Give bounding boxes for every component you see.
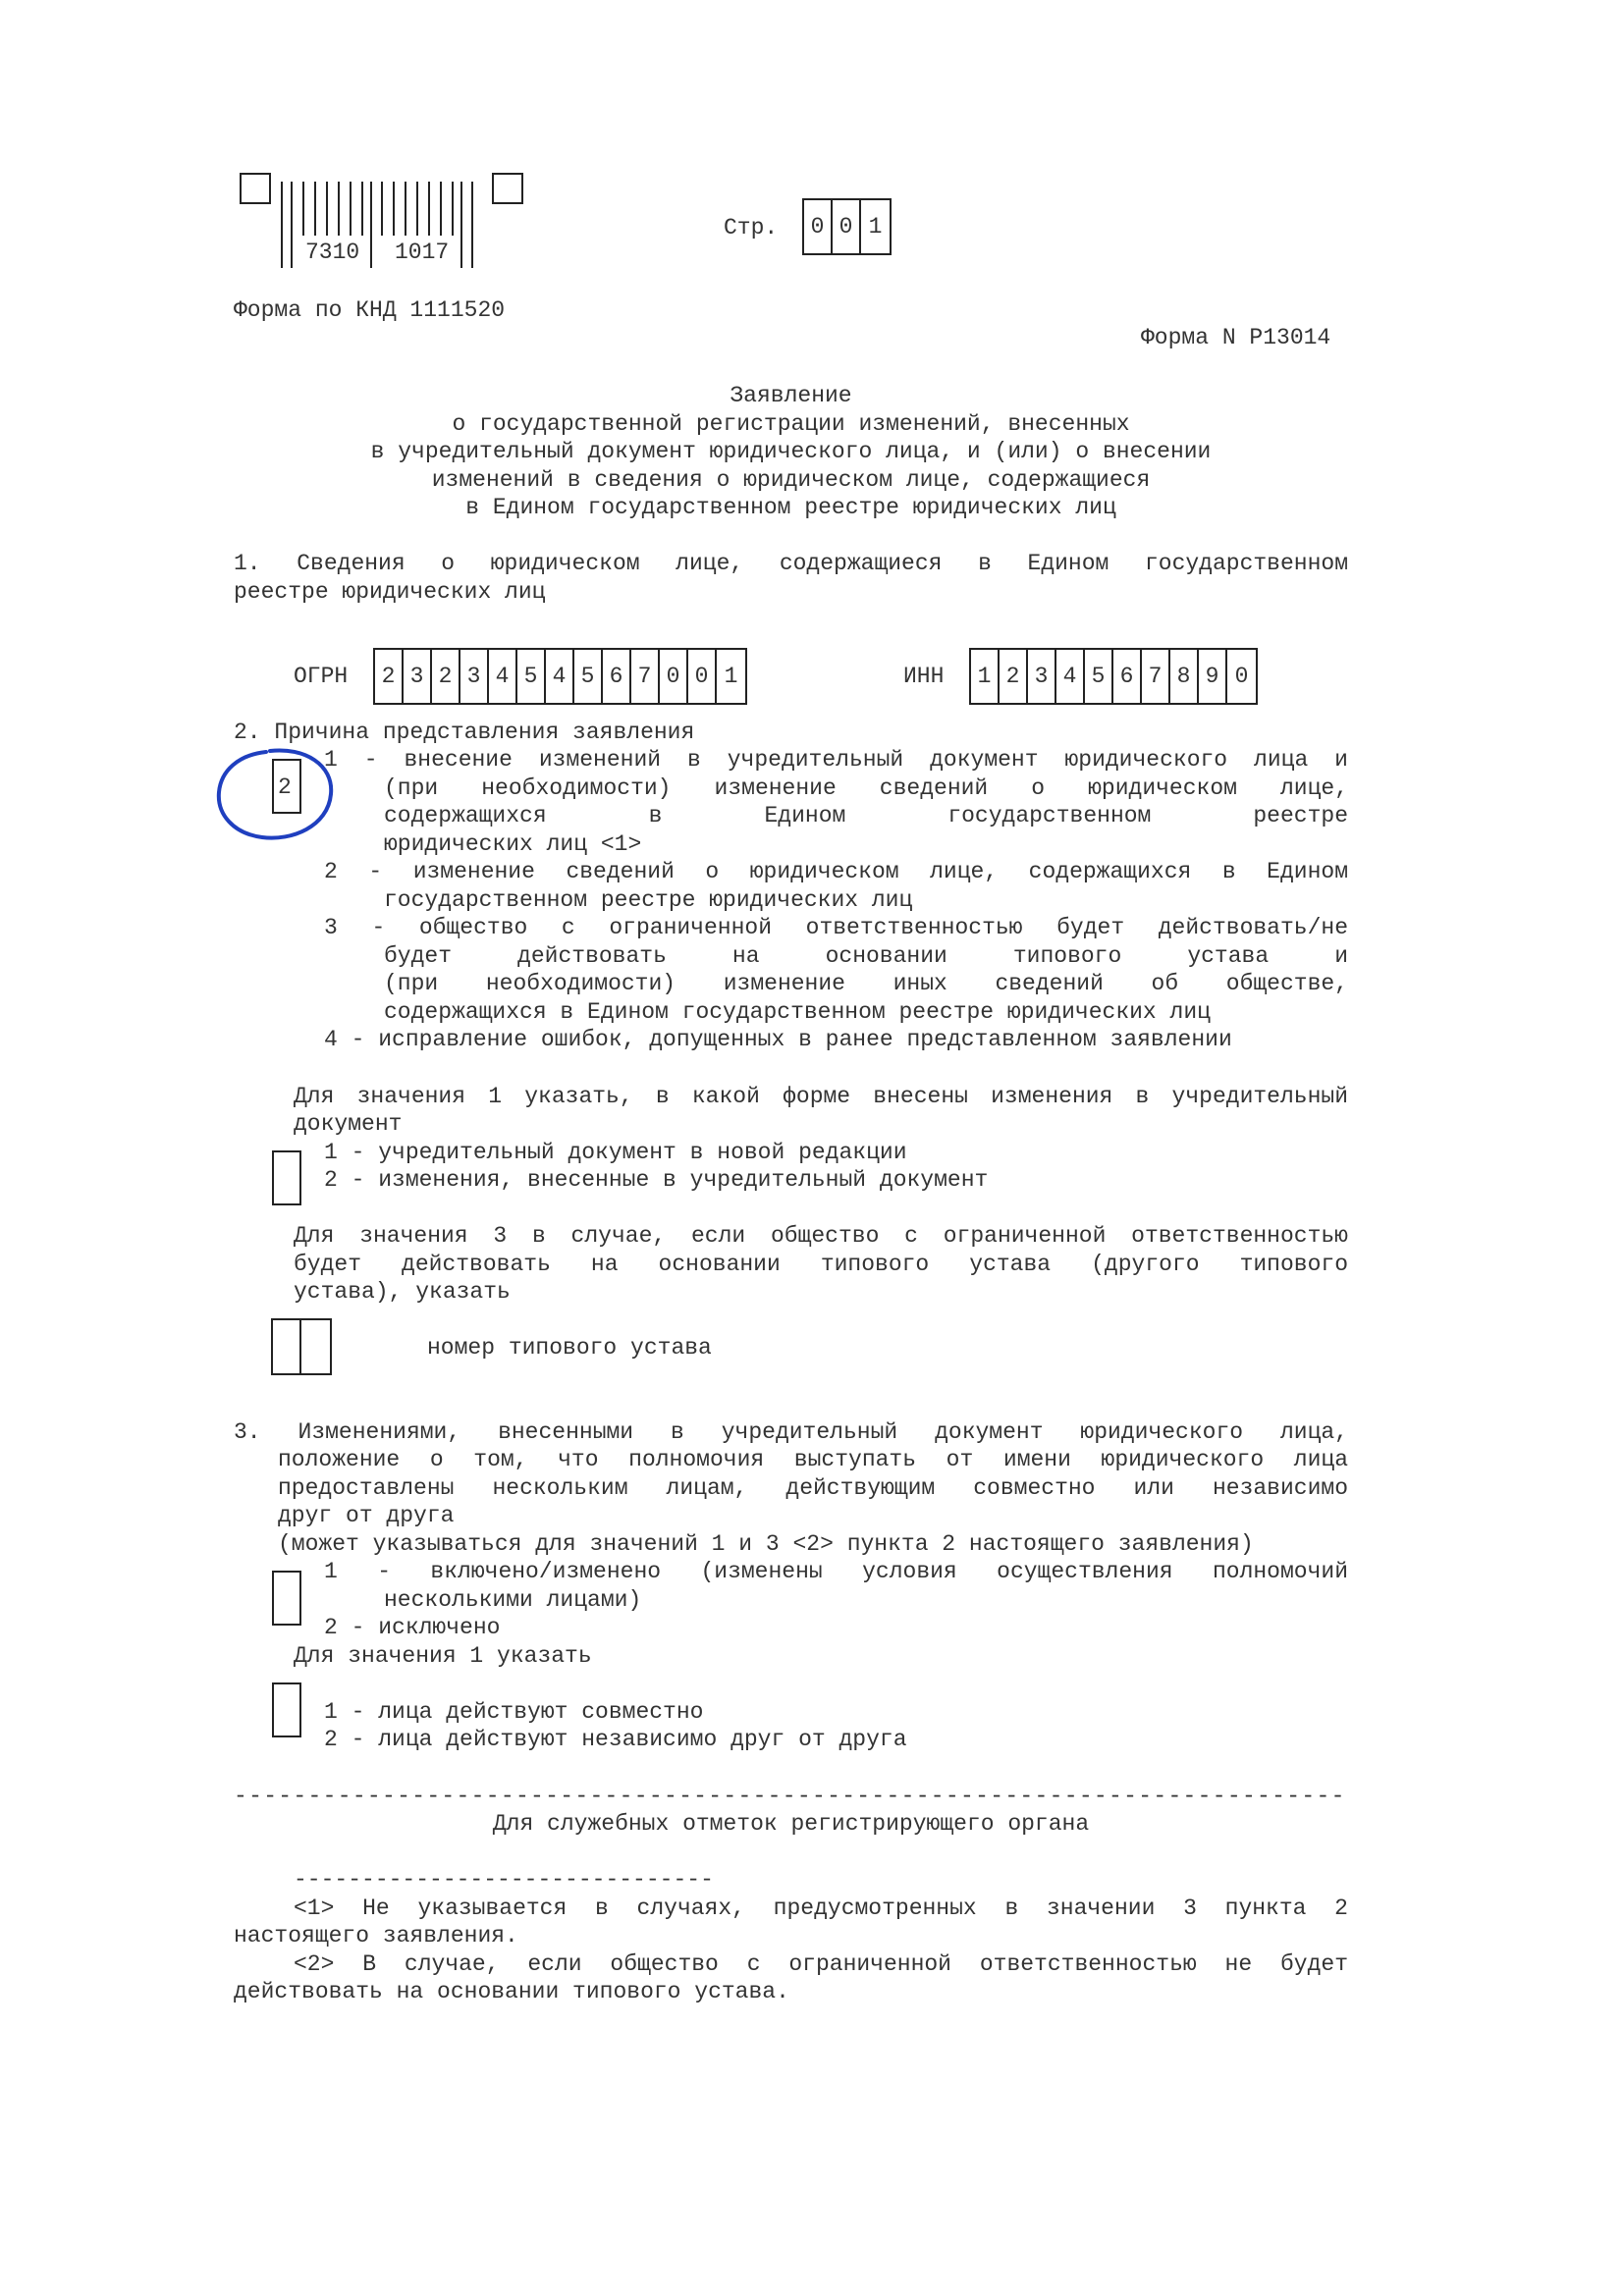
footnote2-line2: действовать на основании типового устава. xyxy=(234,1979,789,2004)
inn-digit: 9 xyxy=(1199,650,1227,703)
ogrn-digit: 7 xyxy=(631,650,660,703)
section2-heading: 2. Причина представления заявления xyxy=(234,720,695,745)
registration-square-right xyxy=(492,173,523,204)
ogrn-digit: 2 xyxy=(375,650,404,703)
section3-note: Для значения 1 указать xyxy=(294,1643,592,1669)
reason-code-value: 2 xyxy=(278,774,292,800)
reason-opt3-line3: (при необходимости) изменение иных сведений об обществе, xyxy=(384,971,1348,996)
reason-opt2-line1: 2 - изменение сведений о юридическом лице, содержащихся в Едином xyxy=(324,859,1348,884)
joint-action-box[interactable] xyxy=(272,1682,301,1737)
reason-opt2-line2: государственном реестре юридических лиц xyxy=(384,887,913,913)
page-digit: 1 xyxy=(868,214,883,240)
change-form-opt2: 2 - изменения, внесенные в учредительный документ xyxy=(324,1167,989,1193)
service-marks-label: Для служебных отметок регистрирующего органа xyxy=(492,1811,1090,1837)
ogrn-label: ОГРН xyxy=(294,664,349,689)
section3-line4: друг от друга xyxy=(278,1503,455,1528)
section1-text-line-2: реестре юридических лиц xyxy=(234,579,546,605)
reason-opt1-line4: юридических лиц <1> xyxy=(384,831,642,857)
charter-number-cells[interactable] xyxy=(271,1318,332,1375)
reason-opt3-line1: 3 - общество с ограниченной ответственностью будет действовать/не xyxy=(324,915,1348,940)
section3-sub1: 1 - лица действуют совместно xyxy=(324,1699,704,1725)
section3-opt1-line2: несколькими лицами) xyxy=(384,1587,642,1613)
ogrn-digit: 6 xyxy=(603,650,631,703)
charter-note-line3: устава), указать xyxy=(294,1279,511,1305)
title-line-5: в Едином государственном реестре юридических лиц xyxy=(465,495,1116,520)
ogrn-digit: 0 xyxy=(660,650,688,703)
inn-digit: 5 xyxy=(1085,650,1113,703)
section3-line1: 3. Изменениями, внесенными в учредительный документ юридического лица, xyxy=(234,1419,1348,1445)
ogrn-digit: 2 xyxy=(432,650,460,703)
inn-digit: 2 xyxy=(1000,650,1028,703)
title-line-4: изменений в сведения о юридическом лице, содержащиеся xyxy=(431,467,1151,493)
page-digit: 0 xyxy=(804,200,833,253)
charter-number-cell-2[interactable] xyxy=(301,1320,330,1373)
form-note-line1: Для значения 1 указать, в какой форме внесены изменения в учредительный xyxy=(294,1084,1348,1109)
section3-opt2: 2 - исключено xyxy=(324,1615,501,1640)
ogrn-digit: 1 xyxy=(724,664,738,689)
charter-number-label: номер типового устава xyxy=(427,1335,712,1361)
title-line-3: в учредительный документ юридического лица, и (или) о внесении xyxy=(370,439,1212,464)
reason-opt3-line2: будет действовать на основании типового устава и xyxy=(384,943,1348,969)
reason-opt3-line4: содержащихся в Едином государственном реестре юридических лиц xyxy=(384,999,1211,1025)
inn-digit: 1 xyxy=(971,650,1000,703)
footnote1-line2: настоящего заявления. xyxy=(234,1923,518,1949)
reason-opt1-line1: 1 - внесение изменений в учредительный документ юридического лица и xyxy=(324,747,1348,773)
section3-line3: предоставлены нескольким лицам, действующим совместно или независимо xyxy=(278,1475,1348,1501)
change-form-box[interactable] xyxy=(272,1150,301,1205)
reason-opt4-line1: 4 - исправление ошибок, допущенных в ранее представленном заявлении xyxy=(324,1027,1232,1052)
footnote1-line1: <1> Не указывается в случаях, предусмотренных в значении 3 пункта 2 xyxy=(294,1896,1348,1921)
inn-digit: 7 xyxy=(1142,650,1170,703)
title-line-1: Заявление xyxy=(730,383,852,408)
charter-note-line1: Для значения 3 в случае, если общество с ограниченной ответственностью xyxy=(294,1223,1348,1249)
inn-digit: 4 xyxy=(1056,650,1085,703)
separator-line: --------------------------------------------------------------------------- xyxy=(234,1784,1346,1809)
inn-label: ИНН xyxy=(903,664,945,689)
ogrn-digit: 5 xyxy=(517,650,546,703)
ogrn-cells xyxy=(373,648,747,705)
charter-number-cell-1[interactable] xyxy=(273,1320,301,1373)
section3-opt1-line1: 1 - включено/изменено (изменены условия осуществления полномочий xyxy=(324,1559,1348,1584)
footnote2-line1: <2> В случае, если общество с ограниченной ответственностью не будет xyxy=(294,1951,1348,1977)
inn-digit: 3 xyxy=(1028,650,1056,703)
page-number-cells xyxy=(802,198,892,255)
inn-digit: 8 xyxy=(1170,650,1199,703)
change-form-opt1: 1 - учредительный документ в новой редакции xyxy=(324,1140,907,1165)
reason-opt1-line2: (при необходимости) изменение сведений о юридическом лице, xyxy=(384,775,1348,801)
knd-form-code: Форма по КНД 1111520 xyxy=(234,297,506,323)
form-number: Форма N Р13014 xyxy=(1141,325,1331,350)
charter-note-line2: будет действовать на основании типового устава (другого типового xyxy=(294,1252,1348,1277)
page-digit: 0 xyxy=(833,200,861,253)
barcode-number-right: 1017 xyxy=(395,240,450,265)
ogrn-digit: 4 xyxy=(546,650,574,703)
title-line-2: о государственной регистрации изменений, внесенных xyxy=(452,411,1130,437)
barcode-number-left: 7310 xyxy=(305,240,360,265)
section3-sub2: 2 - лица действуют независимо друг от друга xyxy=(324,1727,907,1752)
footnote-separator: ------------------------------- xyxy=(294,1867,714,1893)
section3-line5: (может указываться для значений 1 и 3 <2> пункта 2 настоящего заявления) xyxy=(278,1531,1254,1557)
handwritten-circle-annotation xyxy=(211,743,339,846)
page-label: Стр. xyxy=(724,215,779,240)
ogrn-digit: 0 xyxy=(688,650,717,703)
reason-opt1-line3: содержащихся в Едином государственном реестре xyxy=(384,803,1348,828)
section3-line2: положение о том, что полномочия выступать от имени юридического лица xyxy=(278,1447,1348,1472)
inn-cells xyxy=(969,648,1258,705)
inn-digit: 6 xyxy=(1113,650,1142,703)
registration-square-left xyxy=(240,173,271,204)
section1-text-line-1: 1. Сведения о юридическом лице, содержащиеся в Едином государственном xyxy=(234,551,1348,576)
ogrn-digit: 4 xyxy=(489,650,517,703)
ogrn-digit: 5 xyxy=(574,650,603,703)
form-note-line2: документ xyxy=(294,1111,403,1137)
inn-digit: 0 xyxy=(1234,664,1249,689)
ogrn-digit: 3 xyxy=(404,650,432,703)
ogrn-digit: 3 xyxy=(460,650,489,703)
authority-change-box[interactable] xyxy=(272,1571,301,1626)
